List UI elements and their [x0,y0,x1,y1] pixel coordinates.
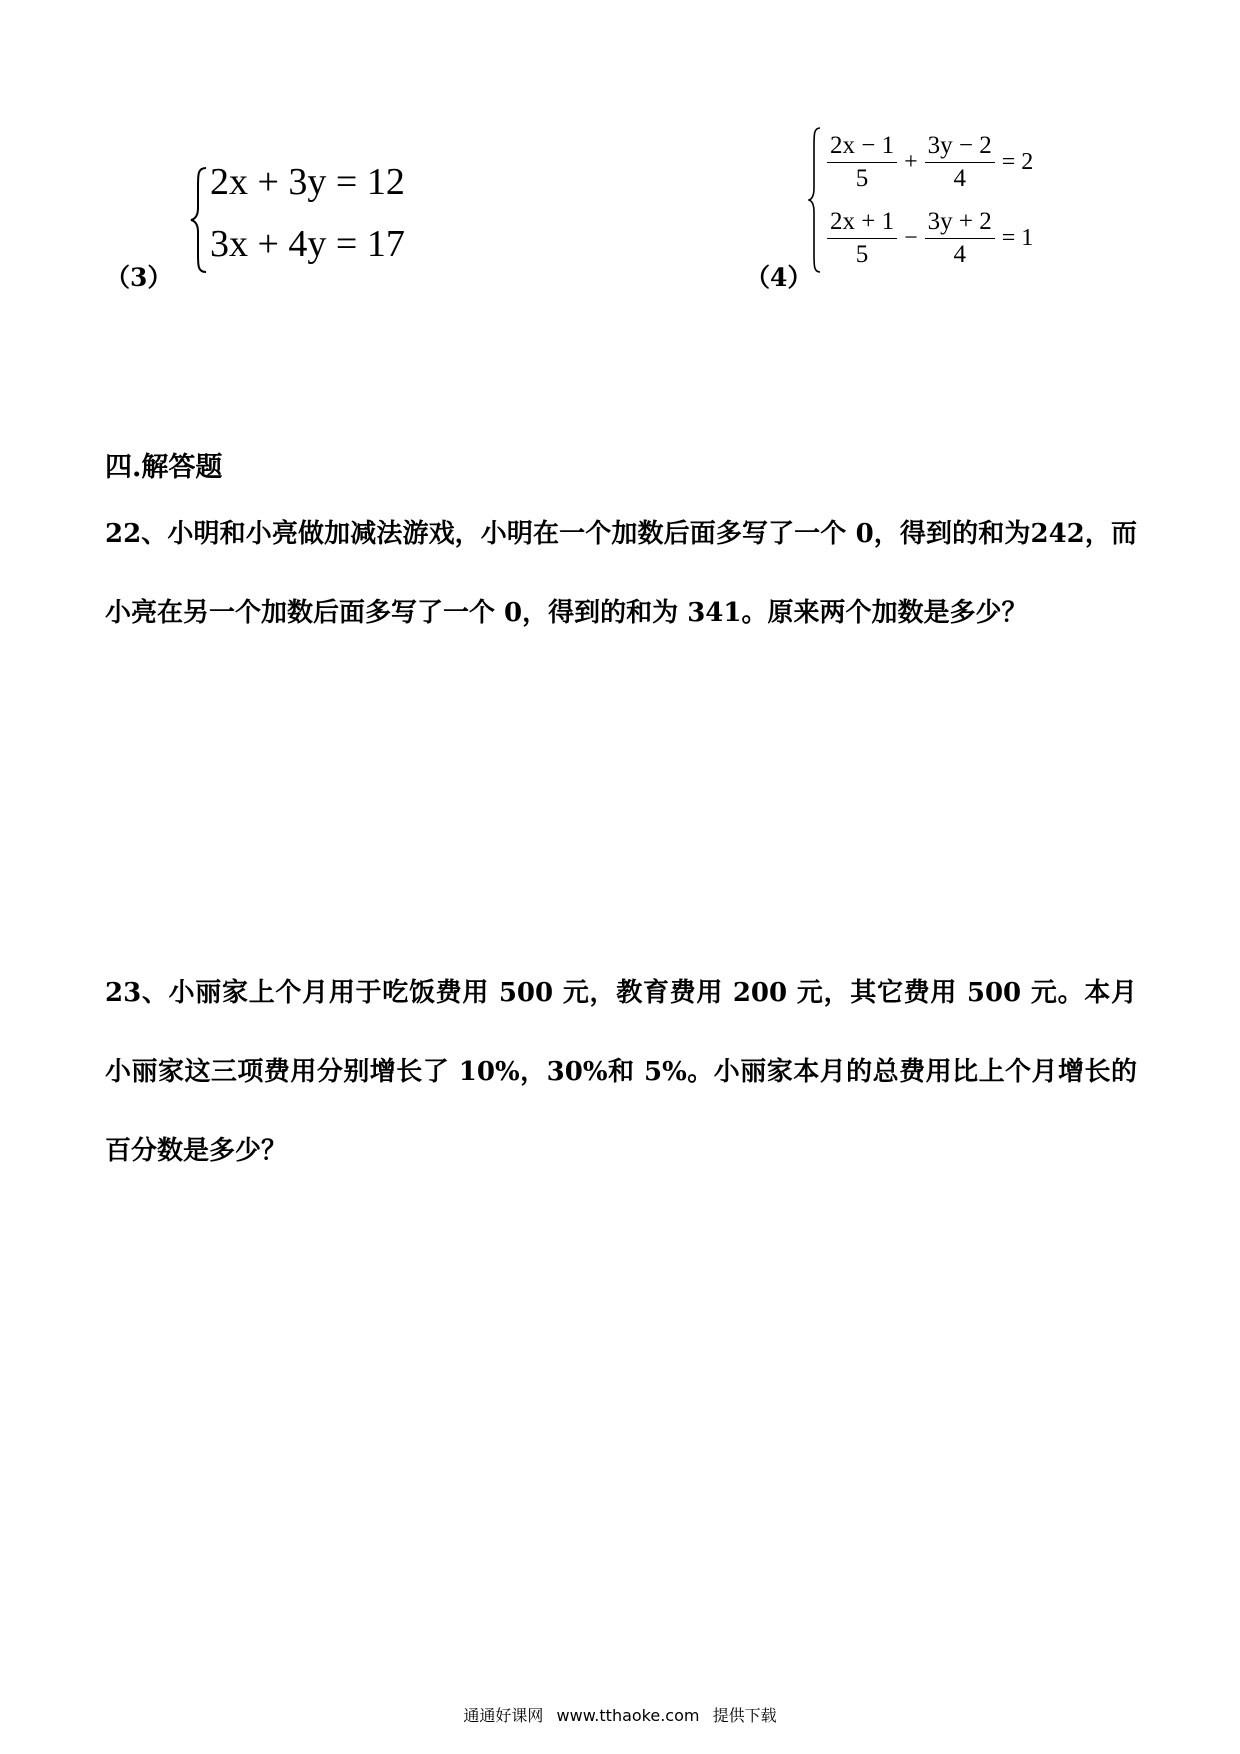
denominator: 4 [953,164,966,192]
equation-system-4 [808,126,1068,276]
equation-4-label: （4） [745,263,813,292]
equation-3-line-2: 3x + 4y = 17 [210,223,405,265]
operator: + [904,148,918,175]
footer-note: 提供下载 [712,1706,777,1725]
question-23: 23、小丽家上个月用于吃饭费用 500 元，教育费用 200 元，其它费用 500 元。本月小丽家这三项费用分别增长了 10%，30%和 5%。小丽家本月的总费用比上个月增长的百分数是多少？ [105,978,1137,1166]
equation-3-label: （3） [105,263,173,292]
question-22: 22、小明和小亮做加减法游戏，小明在一个加数后面多写了一个 0，得到的和为242，而小亮在另一个加数后面多写了一个 0，得到的和为 341。原来两个加数是多少？ [105,519,1137,628]
equation-system-3 [190,160,430,275]
left-brace-icon [808,126,822,274]
numerator: 2x + 1 [827,208,897,239]
equation-3-line-1: 2x + 3y = 12 [210,161,405,203]
numerator: 3y + 2 [925,208,995,239]
footer-site-name: 通通好课网 [463,1706,544,1725]
numerator: 2x − 1 [827,132,897,163]
fraction [925,132,995,193]
denominator: 4 [953,240,966,268]
equation-rhs: = 1 [1001,224,1034,251]
operator: − [904,224,918,251]
denominator: 5 [855,240,869,268]
equation-4-line-1 [824,126,1037,198]
denominator: 5 [855,164,869,192]
fraction [827,208,897,269]
equation-rhs: = 2 [1001,148,1034,175]
numerator: 3y − 2 [925,132,995,163]
left-brace-icon [190,166,208,274]
footer-url: www.tthaoke.com [556,1706,700,1725]
page-footer [0,1703,1240,1726]
equation-4-line-2 [824,202,1037,274]
fraction [827,132,897,193]
section-title: 四.解答题 [105,452,223,483]
fraction [925,208,995,269]
